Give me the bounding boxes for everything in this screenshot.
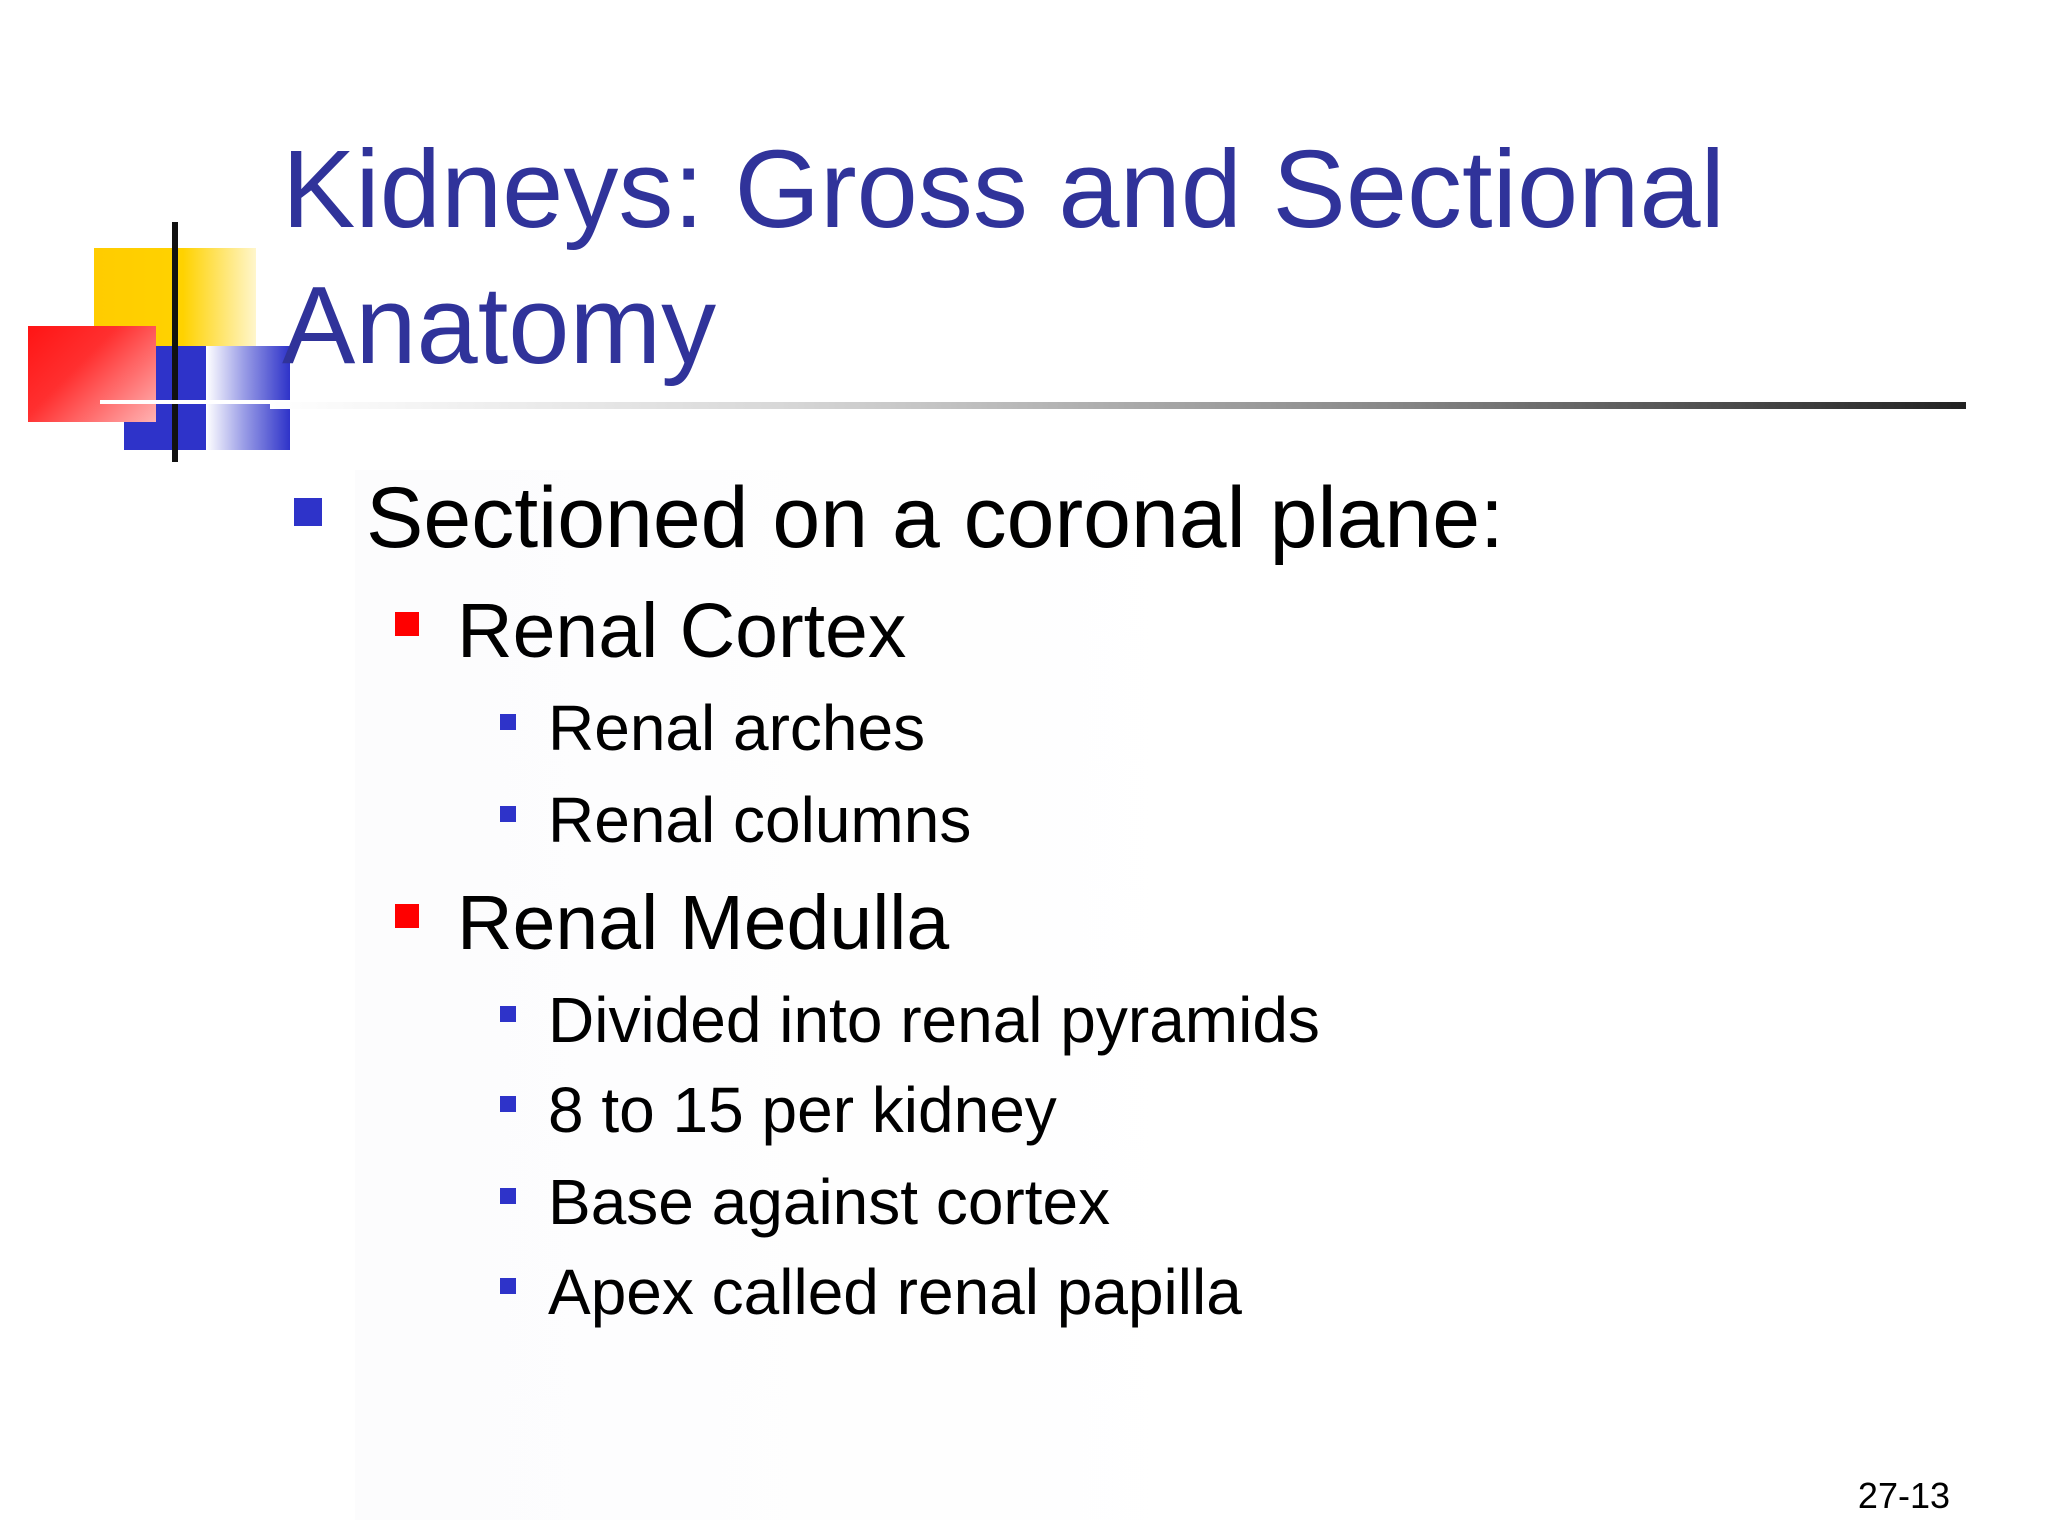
- bullet-level2-item: [457, 878, 949, 968]
- bullet-level3-item: [548, 690, 925, 766]
- square-bullet-icon: [500, 806, 516, 822]
- slide-title: Kidneys: Gross and Sectional Anatomy: [282, 128, 1725, 387]
- square-bullet-icon: [395, 904, 419, 928]
- bullet-text: Apex called renal papilla: [548, 1256, 1242, 1328]
- bullet-text: Renal Cortex: [457, 588, 907, 674]
- bullet-level3-item: [548, 1072, 1057, 1148]
- bullet-level3-item: [548, 782, 971, 858]
- page-number: 27-13: [1857, 1475, 1950, 1516]
- square-bullet-icon: [395, 612, 419, 636]
- square-bullet-icon: [500, 1096, 516, 1112]
- square-bullet-icon: [500, 1188, 516, 1204]
- square-bullet-icon: [500, 1278, 516, 1294]
- bullet-level1-item: [366, 468, 1504, 568]
- bullet-level2-item: [457, 586, 906, 676]
- bullet-level3-item: [548, 982, 1320, 1058]
- square-bullet-icon: [500, 1006, 516, 1022]
- bullet-text: Base against cortex: [548, 1166, 1111, 1238]
- bullet-text: Renal Medulla: [457, 880, 950, 966]
- bullet-text: Divided into renal pyramids: [548, 984, 1320, 1056]
- bullet-level3-item: [548, 1164, 1110, 1240]
- bullet-text: 8 to 15 per kidney: [548, 1074, 1057, 1146]
- square-bullet-icon: [294, 498, 322, 526]
- bullet-level3-item: [548, 1254, 1242, 1330]
- bullet-text: Renal columns: [548, 784, 972, 856]
- bullet-text: Sectioned on a coronal plane:: [366, 470, 1504, 566]
- square-bullet-icon: [500, 714, 516, 730]
- bullet-text: Renal arches: [548, 692, 926, 764]
